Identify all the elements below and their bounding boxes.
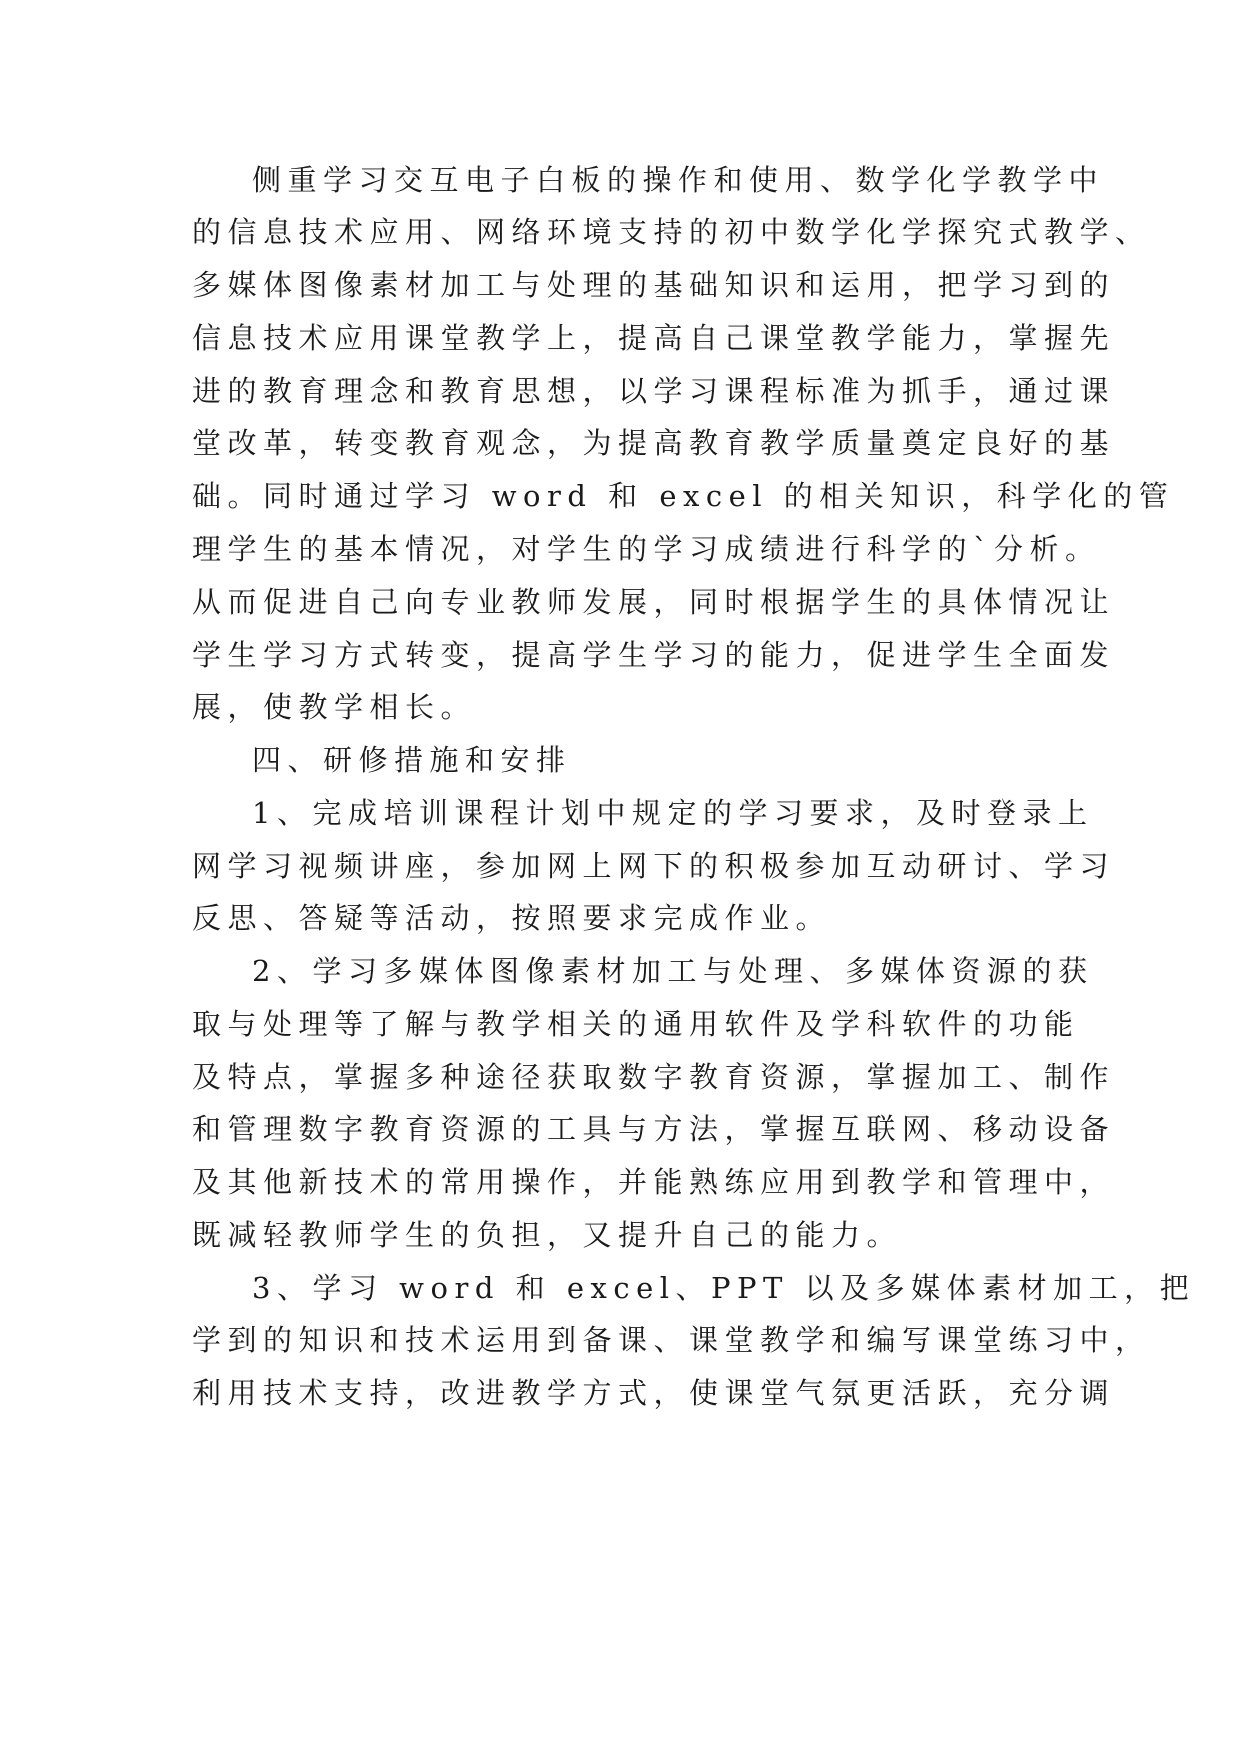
text-line: 和管理数字教育资源的工具与方法，掌握互联网、移动设备	[192, 1112, 1116, 1146]
text-line: 理学生的基本情况，对学生的学习成绩进行科学的`分析。	[192, 532, 1101, 566]
section-heading: 四、研修措施和安排	[252, 743, 572, 777]
text-line: 从而促进自己向专业教师发展，同时根据学生的具体情况让	[192, 585, 1116, 619]
text-line: 及特点，掌握多种途径获取数字教育资源，掌握加工、制作	[192, 1060, 1116, 1094]
text-line: 堂改革，转变教育观念，为提高教育教学质量奠定良好的基	[192, 426, 1116, 460]
text-line: 信息技术应用课堂教学上，提高自己课堂教学能力，掌握先	[192, 321, 1116, 355]
text-line: 3、学习 word 和 excel、PPT 以及多媒体素材加工，把	[252, 1271, 1196, 1305]
text-line: 多媒体图像素材加工与处理的基础知识和运用，把学习到的	[192, 268, 1116, 302]
text-line: 网学习视频讲座，参加网上网下的积极参加互动研讨、学习	[192, 849, 1116, 883]
text-line: 反思、答疑等活动，按照要求完成作业。	[192, 901, 832, 935]
text-line: 利用技术支持，改进教学方式，使课堂气氛更活跃，充分调	[192, 1376, 1116, 1410]
text-line: 取与处理等了解与教学相关的通用软件及学科软件的功能	[192, 1007, 1080, 1041]
text-line: 展，使教学相长。	[192, 690, 477, 724]
text-line: 学生学习方式转变，提高学生学习的能力，促进学生全面发	[192, 638, 1116, 672]
text-line: 及其他新技术的常用操作，并能熟练应用到教学和管理中，	[192, 1165, 1116, 1199]
text-line: 侧重学习交互电子白板的操作和使用、数学化学教学中	[252, 163, 1105, 197]
text-line: 进的教育理念和教育思想，以学习课程标准为抓手，通过课	[192, 374, 1116, 408]
text-line: 础。同时通过学习 word 和 excel 的相关知识，科学化的管	[192, 479, 1175, 513]
text-line: 既减轻教师学生的负担，又提升自己的能力。	[192, 1218, 903, 1252]
text-line: 学到的知识和技术运用到备课、课堂教学和编写课堂练习中，	[192, 1323, 1151, 1357]
text-line: 的信息技术应用、网络环境支持的初中数学化学探究式教学、	[192, 215, 1151, 249]
text-line: 2、学习多媒体图像素材加工与处理、多媒体资源的获	[252, 954, 1094, 988]
text-line: 1、完成培训课程计划中规定的学习要求，及时登录上	[252, 796, 1094, 830]
